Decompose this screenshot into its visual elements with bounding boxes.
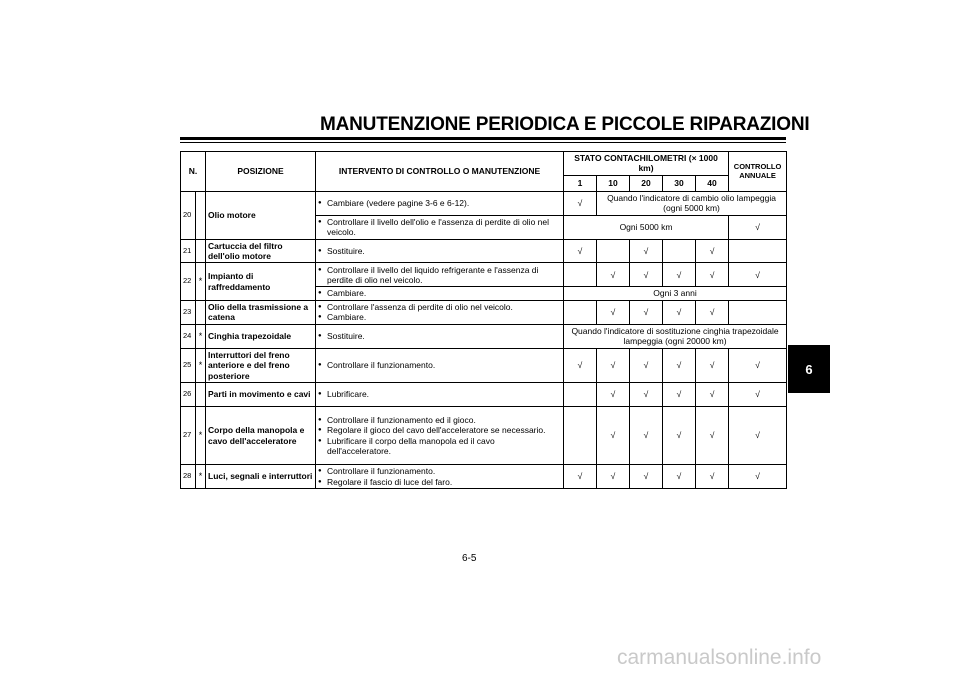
row-star — [196, 239, 206, 263]
row-position: Cartuccia del filtro dell'olio motore — [206, 239, 316, 263]
row-action: ● Cambiare. — [318, 312, 561, 322]
row-note: Ogni 3 anni — [564, 287, 787, 300]
check-mark: √ — [696, 263, 729, 287]
header-work: INTERVENTO DI CONTROLLO O MANUTENZIONE — [316, 152, 564, 192]
table-row — [181, 300, 787, 324]
check-mark: √ — [564, 348, 597, 382]
table-row — [181, 324, 787, 348]
row-position: Parti in movimento e cavi — [206, 383, 316, 407]
header-n: N. — [181, 152, 206, 192]
row-star: * — [196, 348, 206, 382]
row-star — [196, 383, 206, 407]
row-action: ● Sostituire. — [318, 331, 561, 341]
row-number: 20 — [181, 191, 196, 239]
title-rule-thin — [180, 142, 786, 143]
check-mark: √ — [597, 263, 630, 287]
header-odo-40: 40 — [696, 175, 729, 191]
row-number: 25 — [181, 348, 196, 382]
table-row — [181, 407, 787, 465]
maintenance-table — [180, 151, 787, 489]
row-position: Corpo della manopola e cavo dell'acceleratore — [206, 407, 316, 465]
row-number: 21 — [181, 239, 196, 263]
row-number: 28 — [181, 465, 196, 489]
row-action: ● Cambiare (vedere pagine 3-6 e 6-12). — [318, 198, 561, 208]
header-odo-30: 30 — [663, 175, 696, 191]
row-number: 24 — [181, 324, 196, 348]
header-odo-20: 20 — [630, 175, 663, 191]
check-mark: √ — [630, 348, 663, 382]
watermark: carmanualsonline.info — [617, 646, 822, 669]
table-row — [181, 239, 787, 263]
row-position: Olio della trasmissione a catena — [206, 300, 316, 324]
row-action: ● Controllare il livello del liquido refrigerante e l'assenza di perdite di olio nel veicolo. — [318, 265, 561, 286]
header-position: POSIZIONE — [206, 152, 316, 192]
row-note: Ogni 5000 km — [564, 215, 729, 239]
check-mark: √ — [630, 239, 663, 263]
check-mark: √ — [729, 383, 787, 407]
header-odometer: STATO CONTACHILOMETRI (× 1000 km) — [564, 152, 729, 176]
check-mark: √ — [597, 383, 630, 407]
row-number: 27 — [181, 407, 196, 465]
check-mark: √ — [597, 465, 630, 489]
row-note: Quando l'indicatore di sostituzione cinghia trapezoidale lampeggia (ogni 20000 km) — [564, 324, 787, 348]
table-row — [181, 263, 787, 287]
header-odo-10: 10 — [597, 175, 630, 191]
row-star: * — [196, 465, 206, 489]
check-mark: √ — [696, 383, 729, 407]
check-mark: √ — [729, 348, 787, 382]
chapter-tab[interactable]: 6 — [788, 345, 830, 393]
row-star — [196, 300, 206, 324]
table-row — [181, 191, 787, 215]
row-position: Cinghia trapezoidale — [206, 324, 316, 348]
table-row — [181, 383, 787, 407]
row-star: * — [196, 324, 206, 348]
check-mark: √ — [630, 300, 663, 324]
row-position: Olio motore — [206, 191, 316, 239]
check-mark: √ — [696, 300, 729, 324]
check-mark: √ — [696, 465, 729, 489]
check-mark: √ — [630, 383, 663, 407]
row-number: 26 — [181, 383, 196, 407]
table-row — [181, 348, 787, 382]
check-mark: √ — [663, 300, 696, 324]
check-mark: √ — [564, 191, 597, 215]
row-position: Interruttori del freno anteriore e del freno posteriore — [206, 348, 316, 382]
check-mark: √ — [663, 348, 696, 382]
header-odo-1: 1 — [564, 175, 597, 191]
row-action: ● Lubrificare. — [318, 389, 561, 399]
check-mark: √ — [597, 407, 630, 465]
row-number: 23 — [181, 300, 196, 324]
check-mark: √ — [663, 407, 696, 465]
check-mark: √ — [696, 239, 729, 263]
check-mark: √ — [597, 348, 630, 382]
row-action: ● Regolare il fascio di luce del faro. — [318, 477, 561, 487]
row-action: ● Sostituire. — [318, 246, 561, 256]
row-action: ● Controllare l'assenza di perdite di olio nel veicolo. — [318, 302, 561, 312]
row-note: Quando l'indicatore di cambio olio lampeggia (ogni 5000 km) — [597, 191, 787, 215]
row-action: ● Controllare il funzionamento ed il gioco. — [318, 415, 561, 425]
row-star: * — [196, 407, 206, 465]
row-action: ● Cambiare. — [318, 288, 561, 298]
table-row — [181, 465, 787, 489]
check-mark: √ — [630, 465, 663, 489]
check-mark: √ — [696, 407, 729, 465]
check-mark: √ — [663, 465, 696, 489]
row-number: 22 — [181, 263, 196, 300]
check-mark: √ — [564, 465, 597, 489]
row-action: ● Controllare il funzionamento. — [318, 360, 561, 370]
row-position: Luci, segnali e interruttori — [206, 465, 316, 489]
check-mark: √ — [597, 300, 630, 324]
check-mark: √ — [729, 215, 787, 239]
row-action: ● Controllare il livello dell'olio e l'assenza di perdite di olio nel veicolo. — [318, 217, 561, 238]
check-mark: √ — [663, 263, 696, 287]
page-title: MANUTENZIONE PERIODICA E PICCOLE RIPARAZIONI — [320, 114, 810, 135]
row-action: ● Controllare il funzionamento. — [318, 466, 561, 476]
page-number: 6-5 — [462, 553, 477, 564]
row-action: ● Regolare il gioco del cavo dell'acceleratore se necessario. — [318, 425, 561, 435]
check-mark: √ — [630, 263, 663, 287]
check-mark: √ — [729, 465, 787, 489]
check-mark: √ — [564, 239, 597, 263]
check-mark: √ — [630, 407, 663, 465]
check-mark: √ — [696, 348, 729, 382]
check-mark: √ — [663, 383, 696, 407]
title-rule — [180, 137, 786, 140]
row-action: ● Lubrificare il corpo della manopola ed il cavo dell'acceleratore. — [318, 436, 561, 457]
row-star: * — [196, 263, 206, 300]
check-mark: √ — [729, 407, 787, 465]
row-position: Impianto di raffreddamento — [206, 263, 316, 300]
check-mark: √ — [729, 263, 787, 287]
row-star — [196, 191, 206, 239]
header-annual: CONTROLLO ANNUALE — [729, 152, 787, 192]
